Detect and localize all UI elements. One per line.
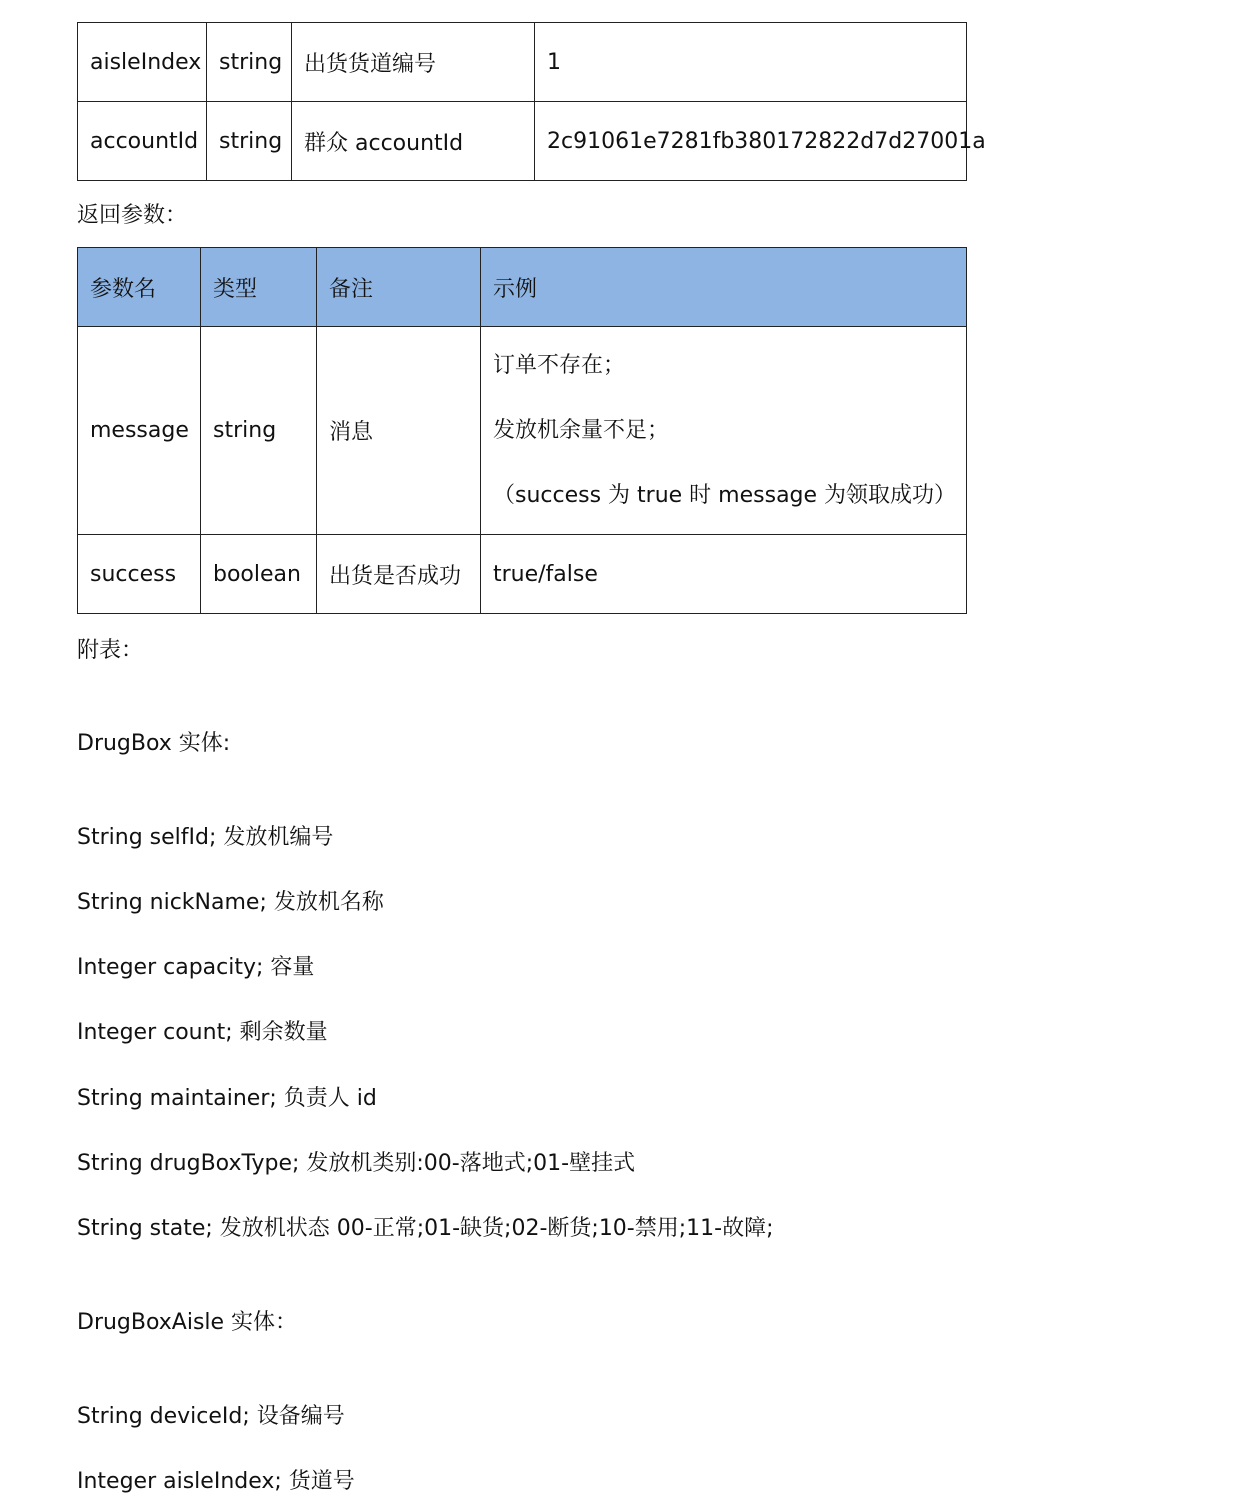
example-line: （success 为 true 时 message 为领取成功） bbox=[493, 483, 957, 508]
param-name-cell: accountId bbox=[78, 102, 207, 181]
header-example: 示例 bbox=[481, 248, 967, 327]
param-name-cell: aisleIndex bbox=[78, 23, 207, 102]
param-note-cell: 消息 bbox=[317, 327, 481, 535]
param-name-cell: message bbox=[78, 327, 201, 535]
return-params-label: 返回参数： bbox=[77, 203, 188, 228]
response-params-table bbox=[77, 247, 967, 614]
request-params-table bbox=[77, 22, 986, 181]
param-note-cell: 群众 accountId bbox=[292, 102, 535, 181]
drugbox-aisle-field: String deviceId; 设备编号 bbox=[77, 1404, 345, 1429]
param-note-cell: 出货是否成功 bbox=[317, 535, 481, 614]
drugbox-field: String maintainer; 负责人 id bbox=[77, 1086, 377, 1111]
param-name-cell: success bbox=[78, 535, 201, 614]
table-row bbox=[78, 102, 967, 181]
drugbox-field: String nickName; 发放机名称 bbox=[77, 890, 384, 915]
table-row bbox=[78, 23, 967, 102]
param-type-cell: boolean bbox=[201, 535, 317, 614]
drugbox-field: Integer count; 剩余数量 bbox=[77, 1020, 328, 1045]
param-type-cell: string bbox=[207, 23, 292, 102]
table-header-row bbox=[78, 248, 967, 327]
example-line: 发放机余量不足； bbox=[493, 418, 670, 443]
table-row bbox=[78, 327, 967, 535]
example-line: 订单不存在； bbox=[493, 353, 626, 378]
param-note-cell: 出货货道编号 bbox=[292, 23, 535, 102]
drugbox-aisle-heading: DrugBoxAisle 实体： bbox=[77, 1310, 298, 1335]
drugbox-heading: DrugBox 实体: bbox=[77, 731, 231, 756]
param-example-cell: 2c91061e7281fb380172822d7d27001a bbox=[535, 102, 967, 181]
drugbox-aisle-field: Integer aisleIndex; 货道号 bbox=[77, 1469, 355, 1494]
param-type-cell: string bbox=[207, 102, 292, 181]
drugbox-field: String selfId; 发放机编号 bbox=[77, 825, 334, 850]
table-row bbox=[78, 535, 967, 614]
drugbox-field: Integer capacity; 容量 bbox=[77, 955, 315, 980]
header-note: 备注 bbox=[317, 248, 481, 327]
drugbox-field: String drugBoxType; 发放机类别:00-落地式;01-壁挂式 bbox=[77, 1151, 636, 1176]
drugbox-field: String state; 发放机状态 00-正常;01-缺货;02-断货;10-禁用;11-故障; bbox=[77, 1216, 774, 1241]
header-type: 类型 bbox=[201, 248, 317, 327]
header-param-name: 参数名 bbox=[78, 248, 201, 327]
param-example-cell: 1 bbox=[535, 23, 967, 102]
param-example-cell bbox=[481, 327, 967, 535]
appendix-label: 附表： bbox=[77, 638, 144, 663]
param-type-cell: string bbox=[201, 327, 317, 535]
param-example-cell: true/false bbox=[481, 535, 967, 614]
